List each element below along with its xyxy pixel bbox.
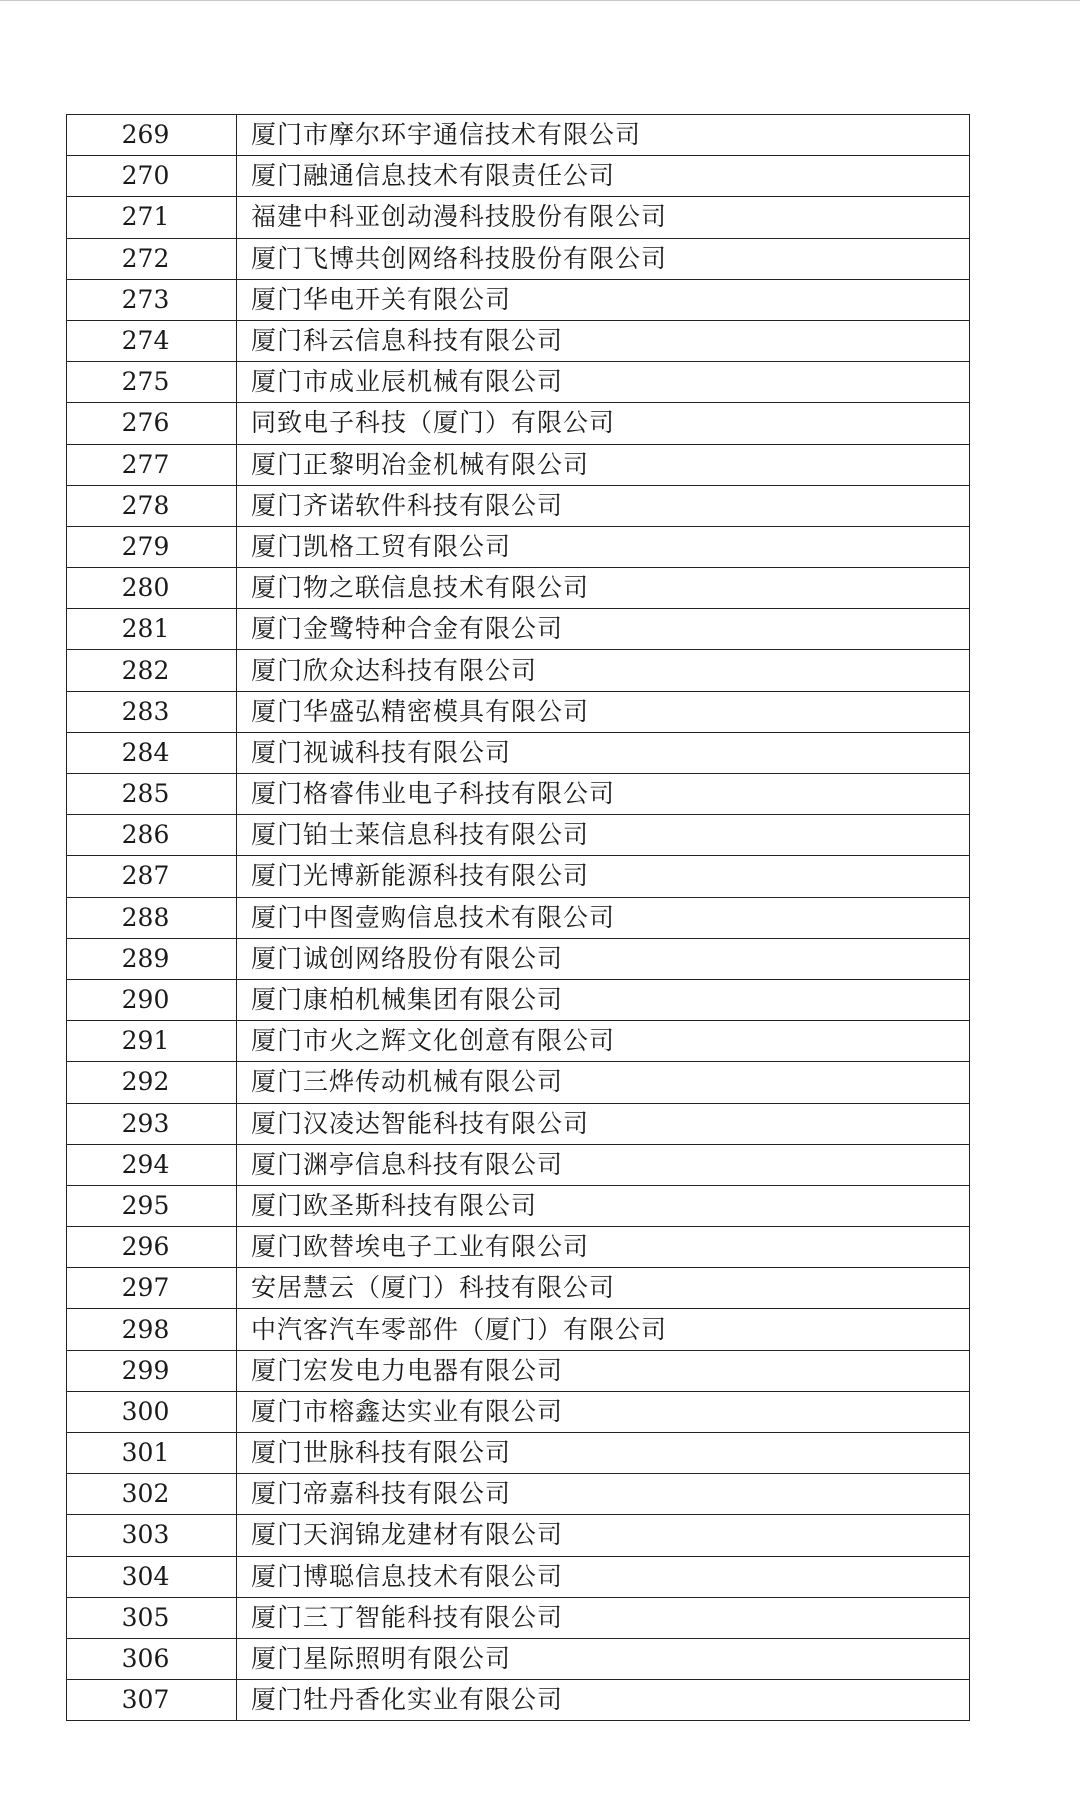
row-number-cell: 305 xyxy=(67,1597,237,1638)
table-row xyxy=(67,1062,970,1103)
row-number-cell: 286 xyxy=(67,815,237,856)
row-number-cell: 295 xyxy=(67,1185,237,1226)
row-number-cell: 300 xyxy=(67,1391,237,1432)
company-list-table xyxy=(66,114,970,1721)
company-name-cell: 厦门星际照明有限公司 xyxy=(237,1638,970,1679)
table-row xyxy=(67,1268,970,1309)
company-name-cell: 厦门宏发电力电器有限公司 xyxy=(237,1350,970,1391)
page-top-edge xyxy=(0,0,1080,1)
table-row xyxy=(67,320,970,361)
company-name-cell: 厦门帝嘉科技有限公司 xyxy=(237,1474,970,1515)
table-row xyxy=(67,444,970,485)
company-name-cell: 厦门牡丹香化实业有限公司 xyxy=(237,1680,970,1721)
company-name-cell: 福建中科亚创动漫科技股份有限公司 xyxy=(237,197,970,238)
company-name-cell: 厦门欧圣斯科技有限公司 xyxy=(237,1185,970,1226)
table-row xyxy=(67,1391,970,1432)
company-name-cell: 厦门市摩尔环宇通信技术有限公司 xyxy=(237,115,970,156)
row-number-cell: 288 xyxy=(67,897,237,938)
table-row xyxy=(67,485,970,526)
row-number-cell: 279 xyxy=(67,526,237,567)
company-name-cell: 厦门光博新能源科技有限公司 xyxy=(237,856,970,897)
table-row xyxy=(67,403,970,444)
company-name-cell: 厦门诚创网络股份有限公司 xyxy=(237,938,970,979)
row-number-cell: 283 xyxy=(67,691,237,732)
table-row xyxy=(67,1433,970,1474)
table-row xyxy=(67,1638,970,1679)
table-row xyxy=(67,362,970,403)
row-number-cell: 276 xyxy=(67,403,237,444)
table-row xyxy=(67,568,970,609)
table-row xyxy=(67,1227,970,1268)
table-row xyxy=(67,1556,970,1597)
company-name-cell: 安居慧云（厦门）科技有限公司 xyxy=(237,1268,970,1309)
row-number-cell: 304 xyxy=(67,1556,237,1597)
row-number-cell: 280 xyxy=(67,568,237,609)
row-number-cell: 281 xyxy=(67,609,237,650)
company-name-cell: 厦门欣众达科技有限公司 xyxy=(237,650,970,691)
row-number-cell: 275 xyxy=(67,362,237,403)
table-row xyxy=(67,526,970,567)
row-number-cell: 287 xyxy=(67,856,237,897)
row-number-cell: 278 xyxy=(67,485,237,526)
table-row xyxy=(67,156,970,197)
table-row xyxy=(67,1021,970,1062)
company-name-cell: 厦门金鹭特种合金有限公司 xyxy=(237,609,970,650)
table-body xyxy=(67,115,970,1721)
row-number-cell: 270 xyxy=(67,156,237,197)
row-number-cell: 298 xyxy=(67,1309,237,1350)
row-number-cell: 273 xyxy=(67,279,237,320)
company-name-cell: 厦门中图壹购信息技术有限公司 xyxy=(237,897,970,938)
row-number-cell: 269 xyxy=(67,115,237,156)
table-row xyxy=(67,197,970,238)
table-row xyxy=(67,1515,970,1556)
company-name-cell: 中汽客汽车零部件（厦门）有限公司 xyxy=(237,1309,970,1350)
company-name-cell: 厦门欧替埃电子工业有限公司 xyxy=(237,1227,970,1268)
table-row xyxy=(67,897,970,938)
table-row xyxy=(67,774,970,815)
company-name-cell: 厦门市成业辰机械有限公司 xyxy=(237,362,970,403)
table-row xyxy=(67,1680,970,1721)
row-number-cell: 277 xyxy=(67,444,237,485)
table-row xyxy=(67,1103,970,1144)
table-row xyxy=(67,115,970,156)
company-name-cell: 同致电子科技（厦门）有限公司 xyxy=(237,403,970,444)
table-row xyxy=(67,609,970,650)
company-name-cell: 厦门康柏机械集团有限公司 xyxy=(237,979,970,1020)
company-name-cell: 厦门华电开关有限公司 xyxy=(237,279,970,320)
row-number-cell: 301 xyxy=(67,1433,237,1474)
company-name-cell: 厦门汉凌达智能科技有限公司 xyxy=(237,1103,970,1144)
company-name-cell: 厦门飞博共创网络科技股份有限公司 xyxy=(237,238,970,279)
company-name-cell: 厦门物之联信息技术有限公司 xyxy=(237,568,970,609)
table-row xyxy=(67,979,970,1020)
company-name-cell: 厦门市火之辉文化创意有限公司 xyxy=(237,1021,970,1062)
row-number-cell: 284 xyxy=(67,732,237,773)
company-name-cell: 厦门凯格工贸有限公司 xyxy=(237,526,970,567)
row-number-cell: 290 xyxy=(67,979,237,1020)
row-number-cell: 306 xyxy=(67,1638,237,1679)
table-row xyxy=(67,732,970,773)
row-number-cell: 291 xyxy=(67,1021,237,1062)
table-row xyxy=(67,1350,970,1391)
row-number-cell: 299 xyxy=(67,1350,237,1391)
table-row xyxy=(67,815,970,856)
table-row xyxy=(67,856,970,897)
company-name-cell: 厦门正黎明冶金机械有限公司 xyxy=(237,444,970,485)
row-number-cell: 294 xyxy=(67,1144,237,1185)
row-number-cell: 302 xyxy=(67,1474,237,1515)
company-name-cell: 厦门天润锦龙建材有限公司 xyxy=(237,1515,970,1556)
row-number-cell: 296 xyxy=(67,1227,237,1268)
table-row xyxy=(67,938,970,979)
company-name-cell: 厦门博聪信息技术有限公司 xyxy=(237,1556,970,1597)
company-name-cell: 厦门市榕鑫达实业有限公司 xyxy=(237,1391,970,1432)
company-name-cell: 厦门格睿伟业电子科技有限公司 xyxy=(237,774,970,815)
table-row xyxy=(67,650,970,691)
company-name-cell: 厦门世脉科技有限公司 xyxy=(237,1433,970,1474)
company-name-cell: 厦门三烨传动机械有限公司 xyxy=(237,1062,970,1103)
table-row xyxy=(67,279,970,320)
company-name-cell: 厦门齐诺软件科技有限公司 xyxy=(237,485,970,526)
row-number-cell: 274 xyxy=(67,320,237,361)
row-number-cell: 307 xyxy=(67,1680,237,1721)
row-number-cell: 289 xyxy=(67,938,237,979)
row-number-cell: 303 xyxy=(67,1515,237,1556)
table-row xyxy=(67,1309,970,1350)
row-number-cell: 272 xyxy=(67,238,237,279)
table-row xyxy=(67,691,970,732)
row-number-cell: 271 xyxy=(67,197,237,238)
company-name-cell: 厦门渊亭信息科技有限公司 xyxy=(237,1144,970,1185)
company-name-cell: 厦门融通信息技术有限责任公司 xyxy=(237,156,970,197)
row-number-cell: 293 xyxy=(67,1103,237,1144)
table-row xyxy=(67,1597,970,1638)
row-number-cell: 292 xyxy=(67,1062,237,1103)
company-name-cell: 厦门华盛弘精密模具有限公司 xyxy=(237,691,970,732)
row-number-cell: 297 xyxy=(67,1268,237,1309)
table-row xyxy=(67,1144,970,1185)
company-name-cell: 厦门视诚科技有限公司 xyxy=(237,732,970,773)
row-number-cell: 282 xyxy=(67,650,237,691)
company-name-cell: 厦门铂士莱信息科技有限公司 xyxy=(237,815,970,856)
table-row xyxy=(67,1474,970,1515)
company-name-cell: 厦门三丁智能科技有限公司 xyxy=(237,1597,970,1638)
company-name-cell: 厦门科云信息科技有限公司 xyxy=(237,320,970,361)
row-number-cell: 285 xyxy=(67,774,237,815)
table-row xyxy=(67,238,970,279)
table-row xyxy=(67,1185,970,1226)
